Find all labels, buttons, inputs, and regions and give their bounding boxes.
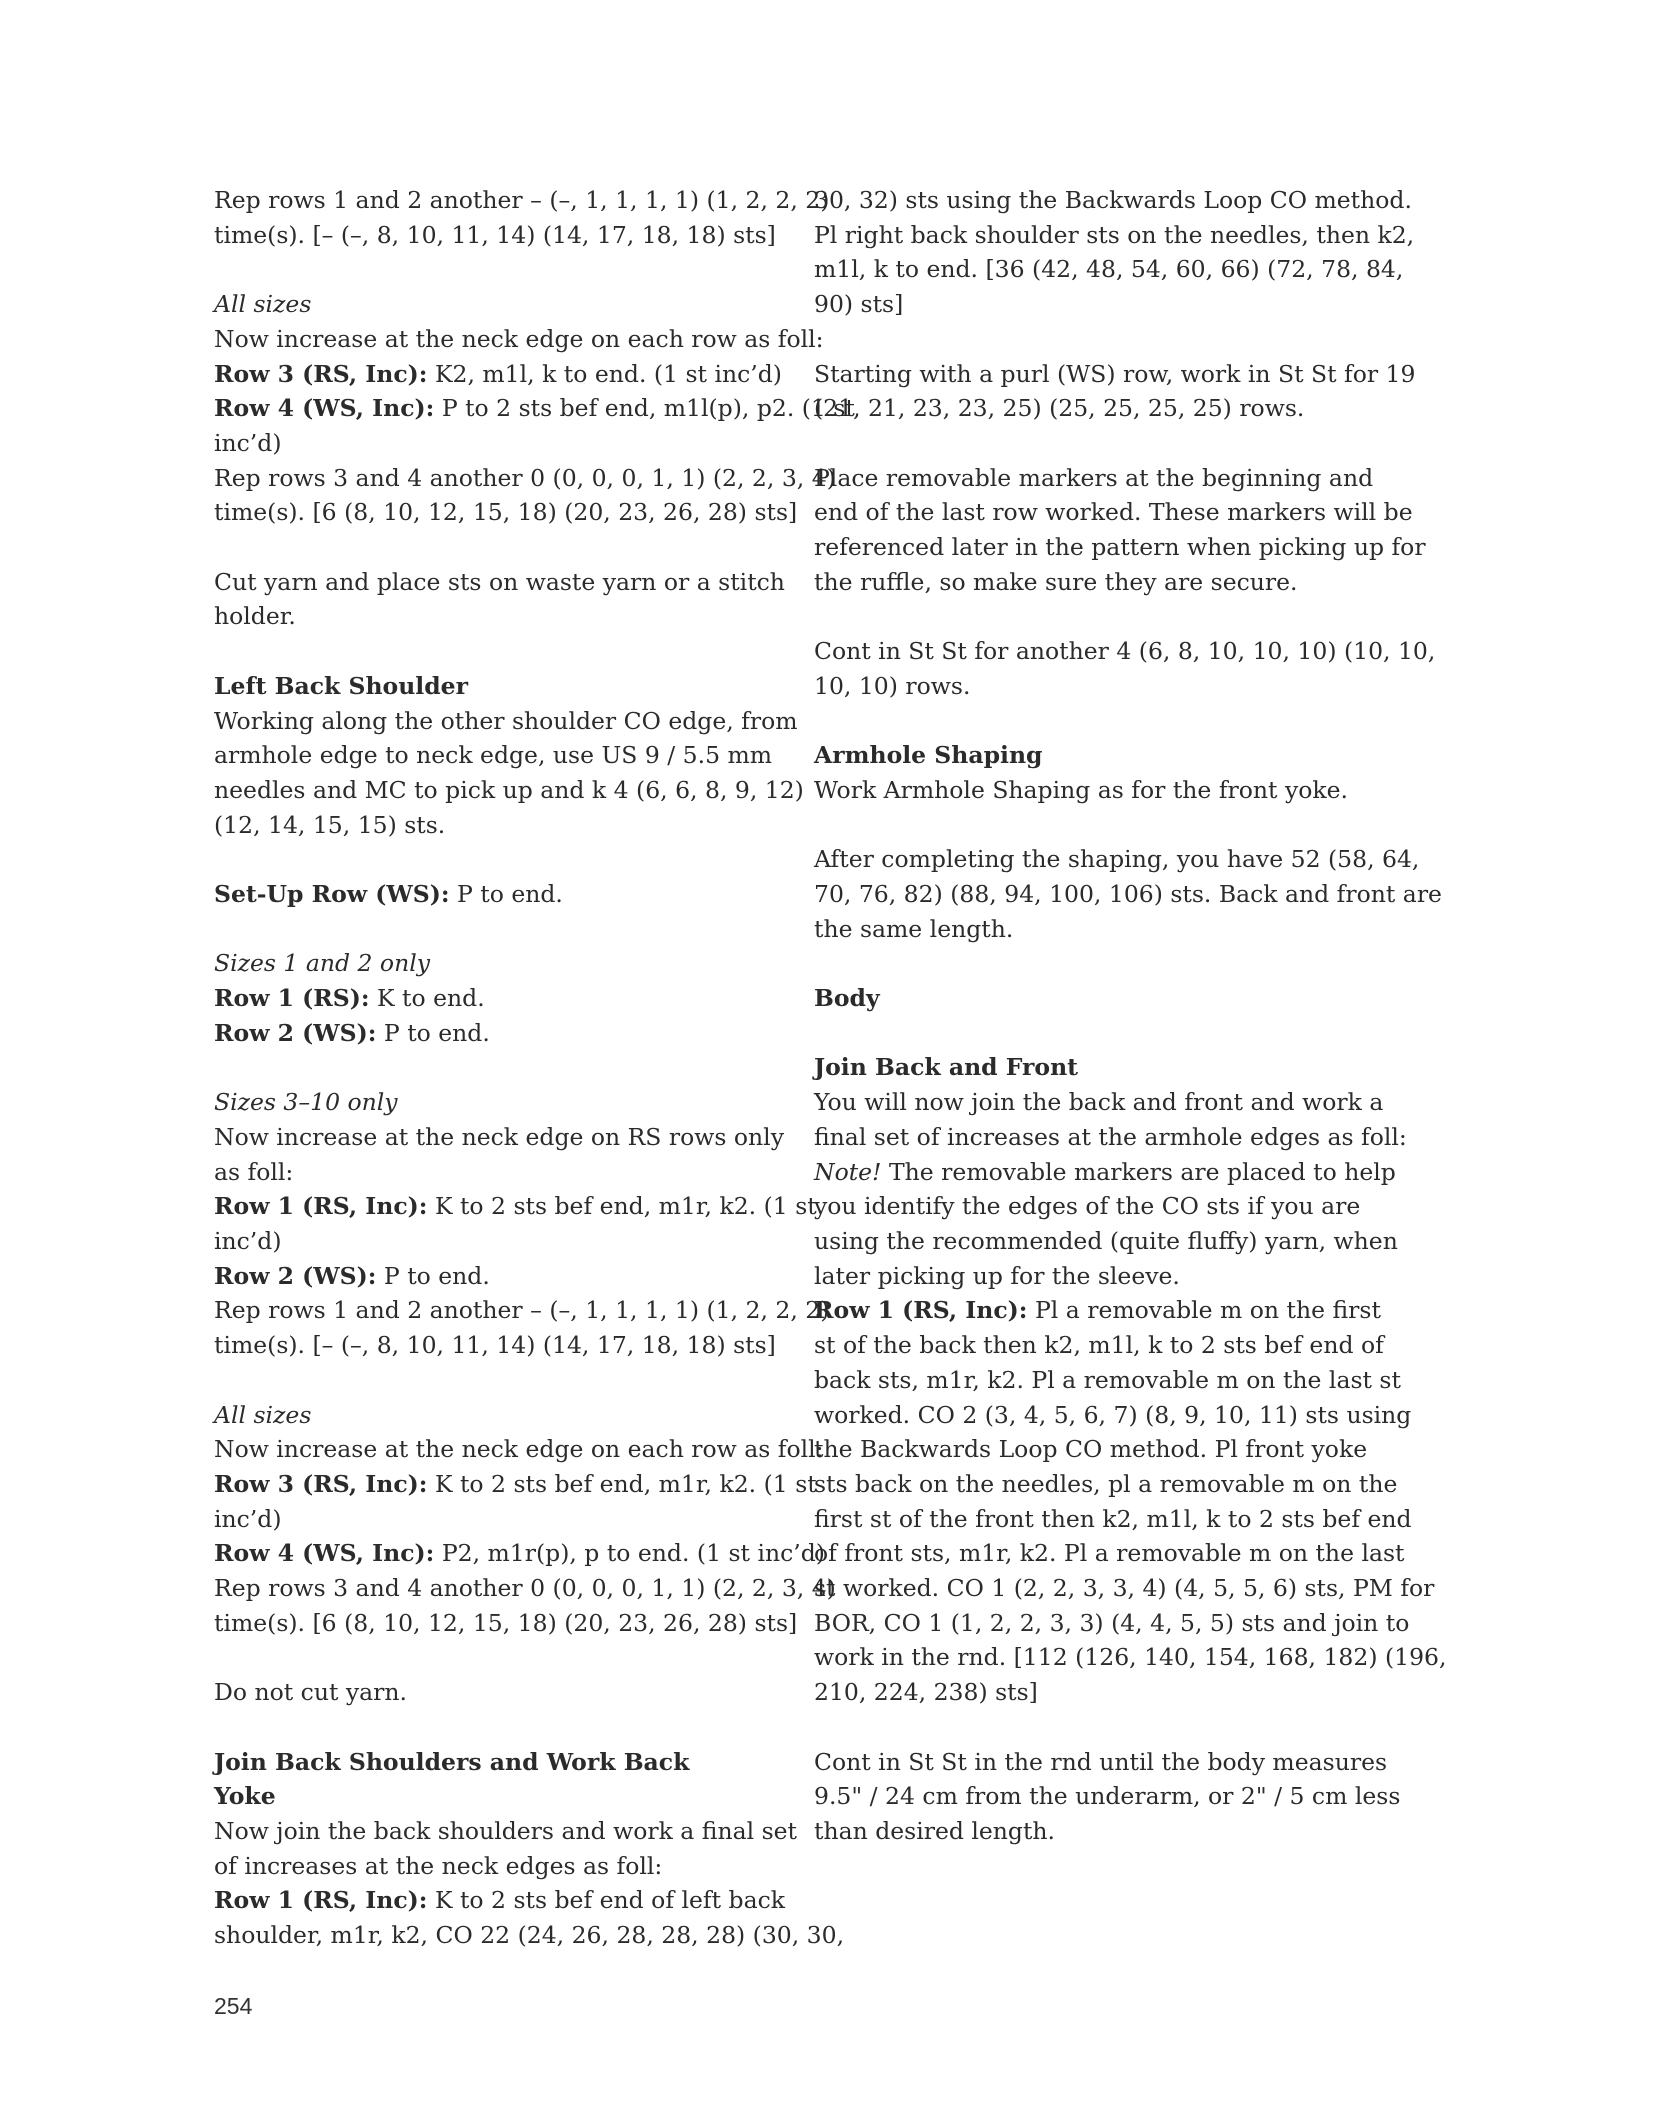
text-line: inc’d) <box>214 1227 282 1255</box>
cont-st-paragraph <box>814 634 1436 703</box>
text-line: Place removable markers at the beginning and <box>814 463 1374 492</box>
text-line: as foll: <box>214 1157 294 1186</box>
text-line: Cont in St St for another 4 (6, 8, 10, 10, 10) (10, 10, <box>814 637 1436 666</box>
cut-yarn-paragraph <box>214 565 785 634</box>
sizes-3-10-section <box>214 1085 830 1363</box>
text-line: inc’d) <box>214 428 282 457</box>
armhole-shaping-section <box>814 738 1364 807</box>
text-line: Row 1 (RS, Inc): <box>214 1886 428 1915</box>
text-line: K2, m1l, k to end. (1 st inc’d) <box>427 359 782 388</box>
all-sizes-section-2 <box>214 1398 836 1641</box>
text-line: Note! <box>814 1157 882 1186</box>
text-line: Working along the other shoulder CO edge, from <box>214 706 798 735</box>
text-line: K to 2 sts bef end of left back <box>427 1886 785 1915</box>
text-line: P to end. <box>376 1261 490 1290</box>
text-line: Cont in St St in the rnd until the body measures <box>814 1747 1388 1776</box>
text-line <box>814 1155 1396 1190</box>
text-line: needles and MC to pick up and k 4 (6, 6, 8, 9, 12) <box>214 775 804 804</box>
text-line: Row 1 (RS, Inc): <box>214 1192 428 1221</box>
text-line: m1l, k to end. [36 (42, 48, 54, 60, 66) (72, 78, 84, <box>814 255 1404 284</box>
text-line: holder. <box>214 602 296 631</box>
text-line: referenced later in the pattern when picking up for <box>814 533 1426 561</box>
text-line: You will now join the back and front and work a <box>814 1088 1384 1117</box>
text-line: than desired length. <box>814 1816 1056 1845</box>
text-line: Do not cut yarn. <box>214 1678 407 1707</box>
text-line: Now increase at the neck edge on each row as foll: <box>214 1435 824 1464</box>
row-instruction <box>214 391 855 426</box>
text-line: you identify the edges of the CO sts if you are <box>814 1192 1361 1221</box>
text-line: sts back on the needles, pl a removable m on the <box>814 1469 1398 1498</box>
text-line <box>214 1536 825 1571</box>
text-line: K to end. <box>369 984 485 1013</box>
text-line: Row 3 (RS, Inc): <box>214 1469 428 1498</box>
text-line: After completing the shaping, you have 52 (58, 64, <box>814 845 1420 874</box>
text-line: Now increase at the neck edge on RS rows only <box>214 1122 784 1151</box>
section-heading: Join Back Shoulders and Work Back Yoke <box>214 1747 690 1811</box>
text-line: end of the last row worked. These markers will be <box>814 498 1413 527</box>
text-line: Row 1 (RS, Inc): <box>814 1296 1028 1325</box>
text-line: Rep rows 1 and 2 another – (–, 1, 1, 1, 1) (1, 2, 2, 2) <box>214 186 830 214</box>
text-line: P to end. <box>449 880 563 908</box>
text-line: (21, 21, 23, 23, 25) (25, 25, 25, 25) rows. <box>814 394 1305 423</box>
text-line: the ruffle, so make sure they are secure. <box>814 567 1298 596</box>
text-line: 90) sts] <box>814 290 904 319</box>
after-shaping-paragraph <box>814 842 1442 946</box>
join-back-shoulders-section <box>214 1745 845 1953</box>
text-line: 30, 32) sts using the Backwards Loop CO method. <box>814 186 1412 214</box>
row-instruction <box>214 357 782 392</box>
text-line: Row 1 (RS): <box>214 984 370 1013</box>
text-line: P to end. <box>376 1018 490 1047</box>
text-line: time(s). [– (–, 8, 10, 11, 14) (14, 17, 18, 18) sts] <box>214 1331 776 1360</box>
text-line <box>214 1189 817 1224</box>
text-line: Row 4 (WS, Inc): <box>214 1539 435 1568</box>
text-line: time(s). [6 (8, 10, 12, 15, 18) (20, 23, 26, 28) sts] <box>214 1608 798 1637</box>
text-line: All sizes <box>214 1400 312 1429</box>
text-line <box>214 981 759 1016</box>
text-line <box>214 1467 817 1502</box>
text-line: of front sts, m1r, k2. Pl a removable m on the last <box>814 1539 1405 1568</box>
final-paragraph <box>814 1745 1401 1849</box>
text-line: Row 4 (WS, Inc): <box>214 394 435 423</box>
text-line: Starting with a purl (WS) row, work in St St for 19 <box>814 359 1416 388</box>
text-line: worked. CO 2 (3, 4, 5, 6, 7) (8, 9, 10, 11) sts using <box>814 1400 1412 1429</box>
right-column <box>814 183 1447 1883</box>
text-line: shoulder, m1r, k2, CO 22 (24, 26, 28, 28, 28) (30, 30, <box>214 1921 845 1950</box>
text-line: of increases at the neck edges as foll: <box>214 1851 663 1880</box>
text-line: 10, 10) rows. <box>814 671 971 700</box>
text-line <box>214 1259 759 1294</box>
text-line: inc’d) <box>214 1504 282 1533</box>
text-line: Pl right back shoulder sts on the needles, then k2, <box>814 220 1415 249</box>
text-line: Set-Up Row (WS): <box>214 880 450 908</box>
text-line: K to 2 sts bef end, m1r, k2. (1 st <box>427 1469 817 1498</box>
text-line <box>814 1293 1381 1328</box>
text-line <box>214 1883 785 1918</box>
text-line: Now join the back shoulders and work a final set <box>214 1816 798 1845</box>
text-line: first st of the front then k2, m1l, k to 2 sts bef end <box>814 1504 1412 1533</box>
text-line: 210, 224, 238) sts] <box>814 1678 1038 1707</box>
text-line: Rep rows 1 and 2 another – (–, 1, 1, 1, 1) (1, 2, 2, 2) <box>214 1296 830 1325</box>
text-line: Rep rows 3 and 4 another 0 (0, 0, 0, 1, 1) (2, 2, 3, 4) <box>214 1574 836 1603</box>
text-line: using the recommended (quite fluffy) yarn, when <box>814 1226 1398 1255</box>
left-back-shoulder-section <box>214 669 804 843</box>
text-line: 70, 76, 82) (88, 94, 100, 106) sts. Back and front are <box>814 879 1442 908</box>
text-line: Rep rows 3 and 4 another 0 (0, 0, 0, 1, 1) (2, 2, 3, 4) <box>214 463 836 492</box>
text-line: Work Armhole Shaping as for the front yoke. <box>814 775 1348 804</box>
text-line: final set of increases at the armhole edges as foll: <box>814 1122 1407 1151</box>
text-line: (12, 14, 15, 15) sts. <box>214 810 446 839</box>
text-line: The removable markers are placed to help <box>881 1157 1396 1186</box>
text-line: armhole edge to neck edge, use US 9 / 5.5 mm <box>214 741 773 770</box>
text-line: the same length. <box>814 914 1014 943</box>
rep-rows-paragraph <box>214 183 830 252</box>
text-line: 9.5" / 24 cm from the underarm, or 2" / 5 cm less <box>814 1782 1401 1811</box>
page-number: 254 <box>214 1993 253 2019</box>
text-line: the Backwards Loop CO method. Pl front yoke <box>814 1435 1368 1464</box>
all-sizes-heading: All sizes <box>214 290 312 319</box>
text-line: st of the back then k2, m1l, k to 2 sts bef end of <box>814 1331 1384 1360</box>
text-line: Row 2 (WS): <box>214 1018 377 1047</box>
section-heading: Armhole Shaping <box>814 741 1043 770</box>
do-not-cut-paragraph <box>214 1675 759 1710</box>
text-line: Sizes 1 and 2 only <box>214 949 431 978</box>
text-line: Cut yarn and place sts on waste yarn or a stitch <box>214 567 785 596</box>
text-line: K to 2 sts bef end, m1r, k2. (1 st <box>427 1192 817 1221</box>
section-heading: Join Back and Front <box>814 1053 1079 1082</box>
text-line: Sizes 3–10 only <box>214 1088 398 1117</box>
text-line: Row 3 (RS, Inc): <box>214 359 428 388</box>
body-heading-block <box>814 981 1364 1016</box>
text-line: time(s). [6 (8, 10, 12, 15, 18) (20, 23, 26, 28) sts] <box>214 498 798 527</box>
text-line: P to 2 sts bef end, m1l(p), p2. (1 st <box>434 394 855 423</box>
sizes-1-2-section <box>214 946 759 1050</box>
text-line: Row 2 (WS): <box>214 1261 377 1290</box>
text-line: later picking up for the sleeve. <box>814 1261 1180 1290</box>
text-line: st worked. CO 1 (2, 2, 3, 3, 4) (4, 5, 5, 6) sts, PM for <box>814 1574 1435 1603</box>
text-line <box>214 1016 759 1051</box>
text-line: Now increase at the neck edge on each row as foll: <box>214 324 824 353</box>
text-line: work in the rnd. [112 (126, 140, 154, 168, 182) (196, <box>814 1643 1447 1672</box>
text-line: P2, m1r(p), p to end. (1 st inc’d) <box>434 1539 825 1568</box>
all-sizes-section-1 <box>214 287 855 530</box>
text-line: back sts, m1r, k2. Pl a removable m on the last st <box>814 1365 1401 1394</box>
purl-paragraph <box>814 357 1416 426</box>
markers-paragraph <box>814 461 1426 600</box>
text-line: time(s). [– (–, 8, 10, 11, 14) (14, 17, 18, 18) sts] <box>214 220 776 249</box>
text-line: BOR, CO 1 (1, 2, 2, 3, 3) (4, 4, 5, 5) sts and join to <box>814 1608 1410 1637</box>
continued-paragraph <box>814 183 1415 322</box>
text-line: Pl a removable m on the first <box>1027 1296 1381 1325</box>
join-back-front-section <box>814 1050 1447 1709</box>
text-line <box>214 877 759 912</box>
setup-row <box>214 877 759 912</box>
section-heading: Left Back Shoulder <box>214 671 468 700</box>
body-heading: Body <box>814 984 880 1013</box>
